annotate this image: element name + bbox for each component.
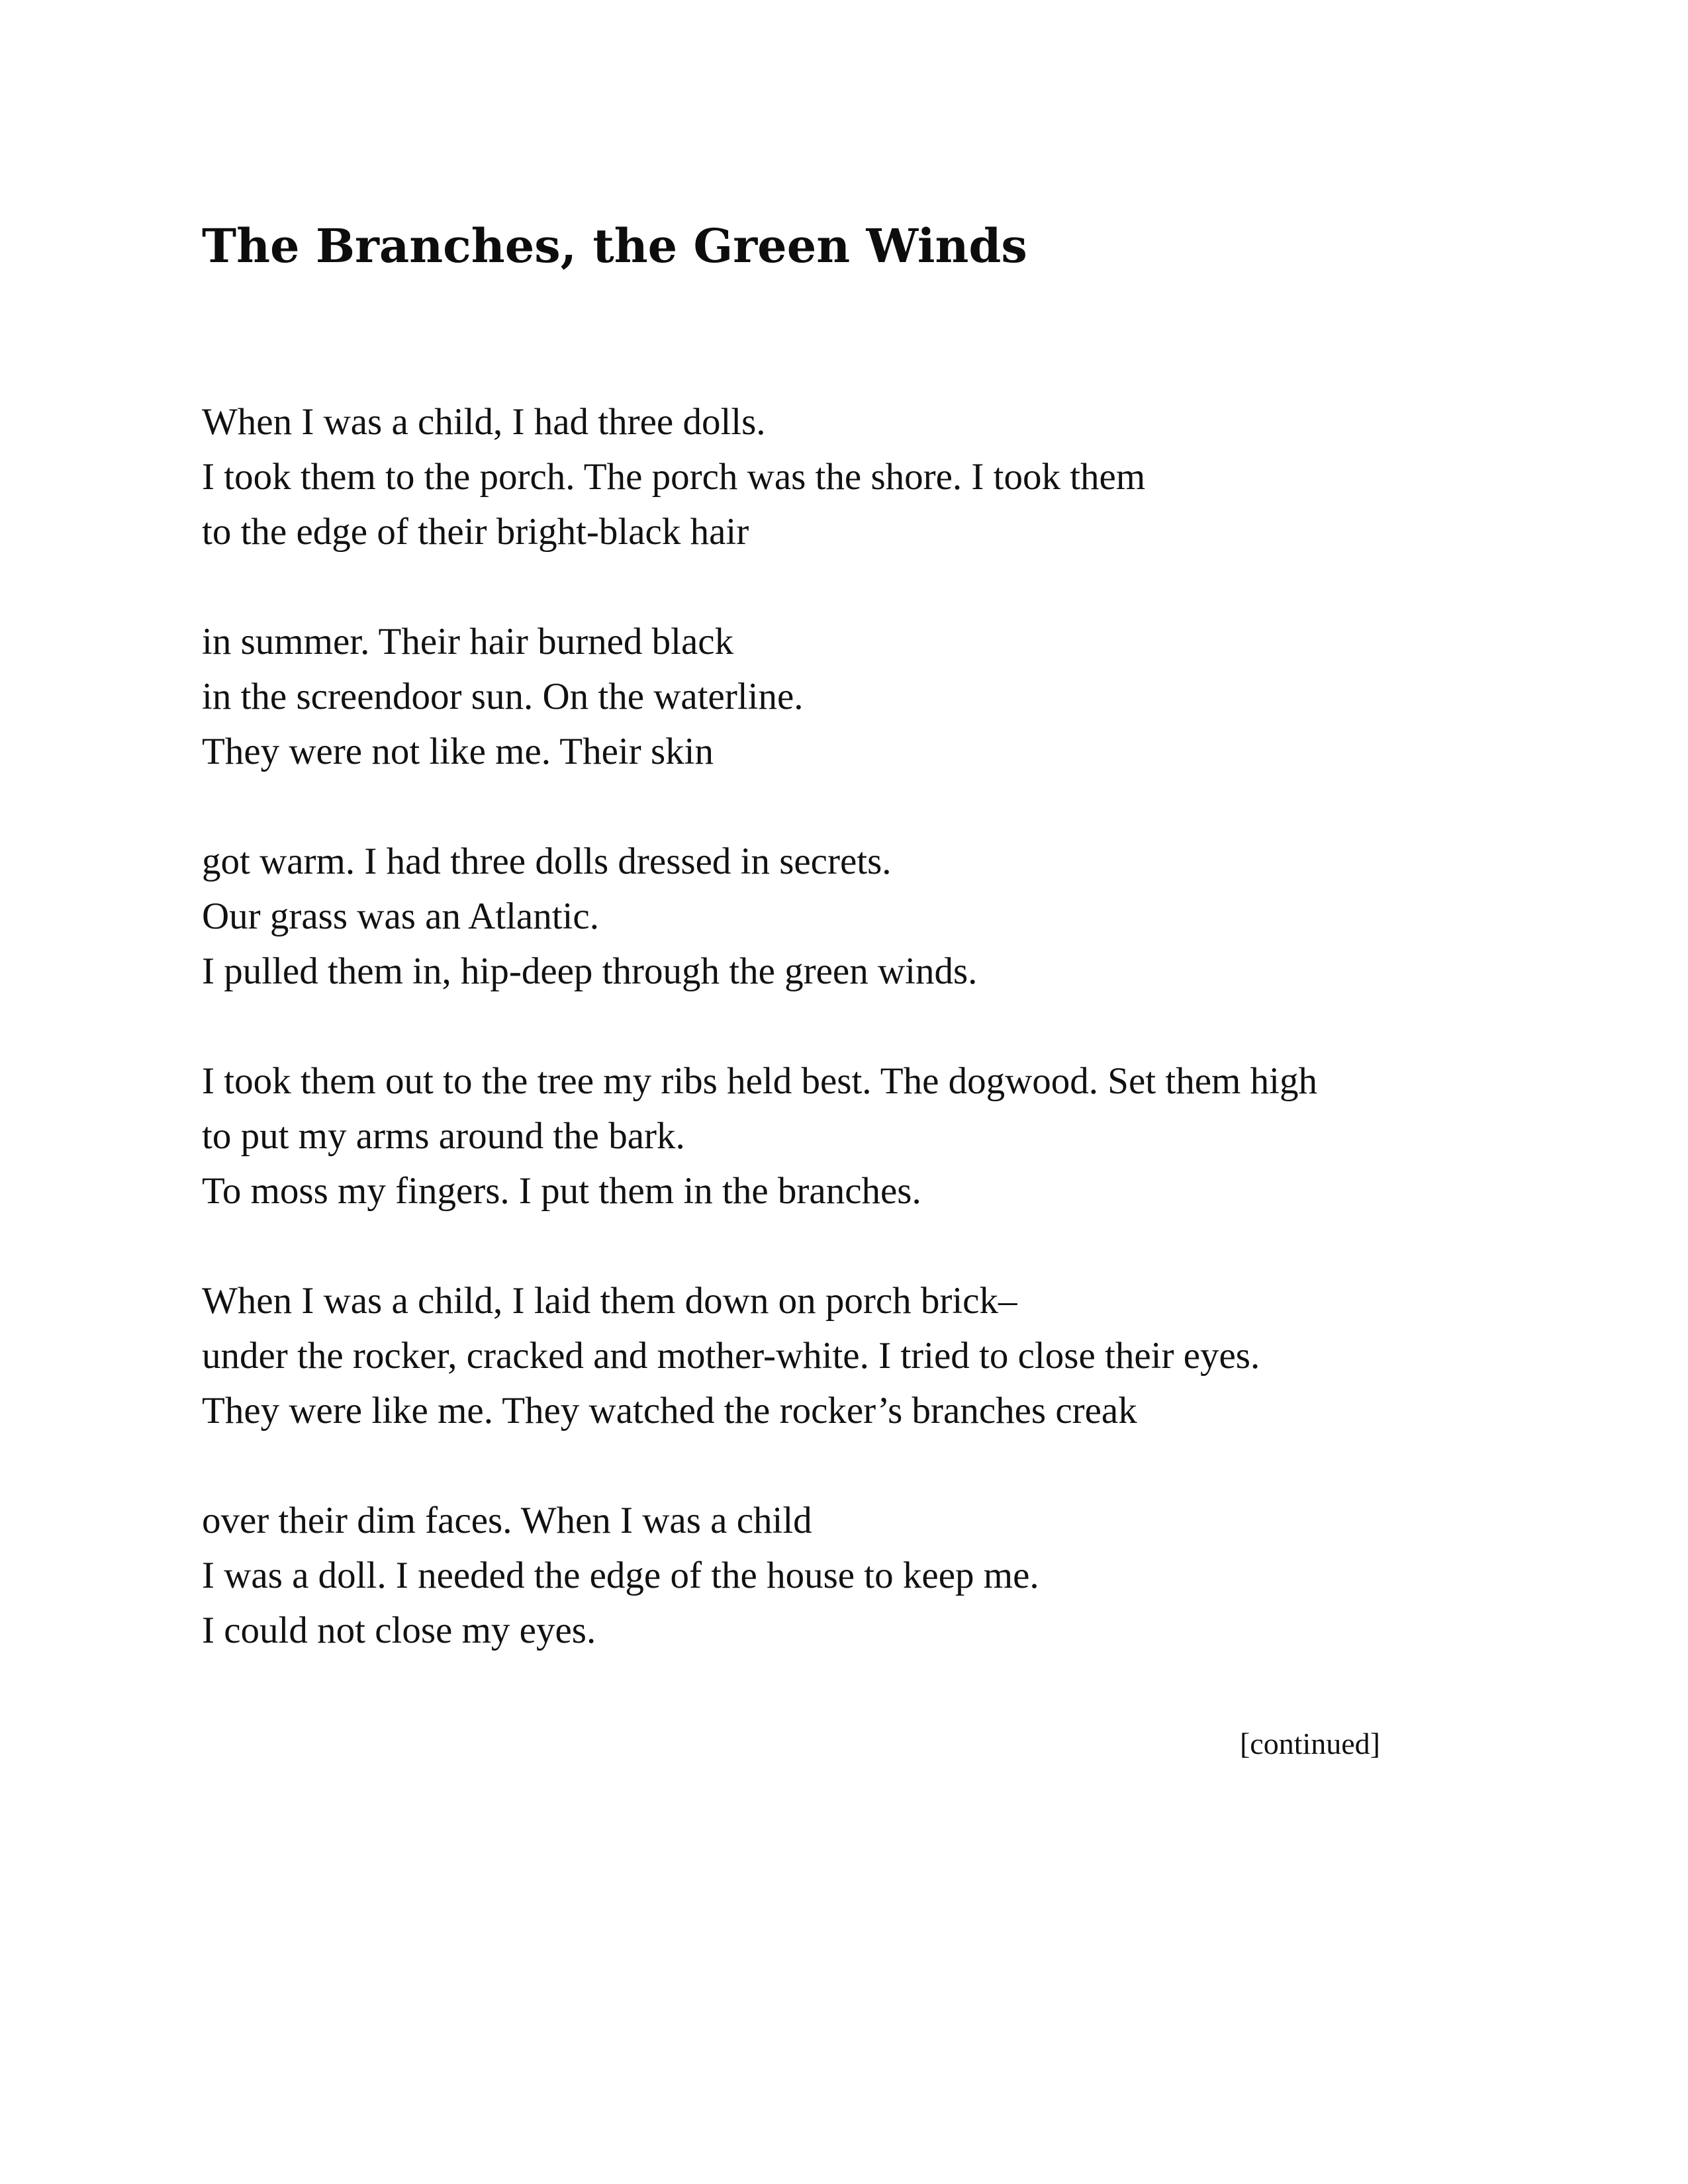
poem-line: When I was a child, I had three dolls. xyxy=(202,401,766,443)
poem-line: I took them to the porch. The porch was the shore. I took them xyxy=(202,456,1146,498)
poem-line: to put my arms around the bark. xyxy=(202,1115,685,1157)
poem-line: under the rocker, cracked and mother-white. I tried to close their eyes. xyxy=(202,1335,1260,1377)
poem-line: When I was a child, I laid them down on porch brick– xyxy=(202,1280,1017,1322)
poem-line: got warm. I had three dolls dressed in secrets. xyxy=(202,841,892,882)
poem-title: The Branches, the Green Winds xyxy=(202,218,1027,273)
stanza xyxy=(202,1273,1526,1438)
stanza xyxy=(202,614,1526,779)
poem-line: I took them out to the tree my ribs held best. The dogwood. Set them high xyxy=(202,1060,1317,1102)
poem-line: over their dim faces. When I was a child xyxy=(202,1500,812,1541)
poem-line: to the edge of their bright-black hair xyxy=(202,511,749,553)
poem-line: I pulled them in, hip-deep through the green winds. xyxy=(202,950,978,992)
stanza xyxy=(202,834,1526,999)
poem-line: They were not like me. Their skin xyxy=(202,731,714,772)
poem-line: in summer. Their hair burned black xyxy=(202,621,734,662)
poem-body xyxy=(202,394,1526,1713)
continued-marker: [continued] xyxy=(1239,1727,1380,1760)
poem-line: They were like me. They watched the rocker’s branches creak xyxy=(202,1390,1137,1432)
stanza xyxy=(202,394,1526,559)
stanza xyxy=(202,1054,1526,1218)
poem-line: Our grass was an Atlantic. xyxy=(202,895,599,937)
stanza xyxy=(202,1493,1526,1658)
poem-line: I was a doll. I needed the edge of the house to keep me. xyxy=(202,1555,1039,1596)
poem-line: in the screendoor sun. On the waterline. xyxy=(202,676,804,717)
poem-line: I could not close my eyes. xyxy=(202,1610,596,1651)
poem-line: To moss my fingers. I put them in the branches. xyxy=(202,1170,921,1212)
